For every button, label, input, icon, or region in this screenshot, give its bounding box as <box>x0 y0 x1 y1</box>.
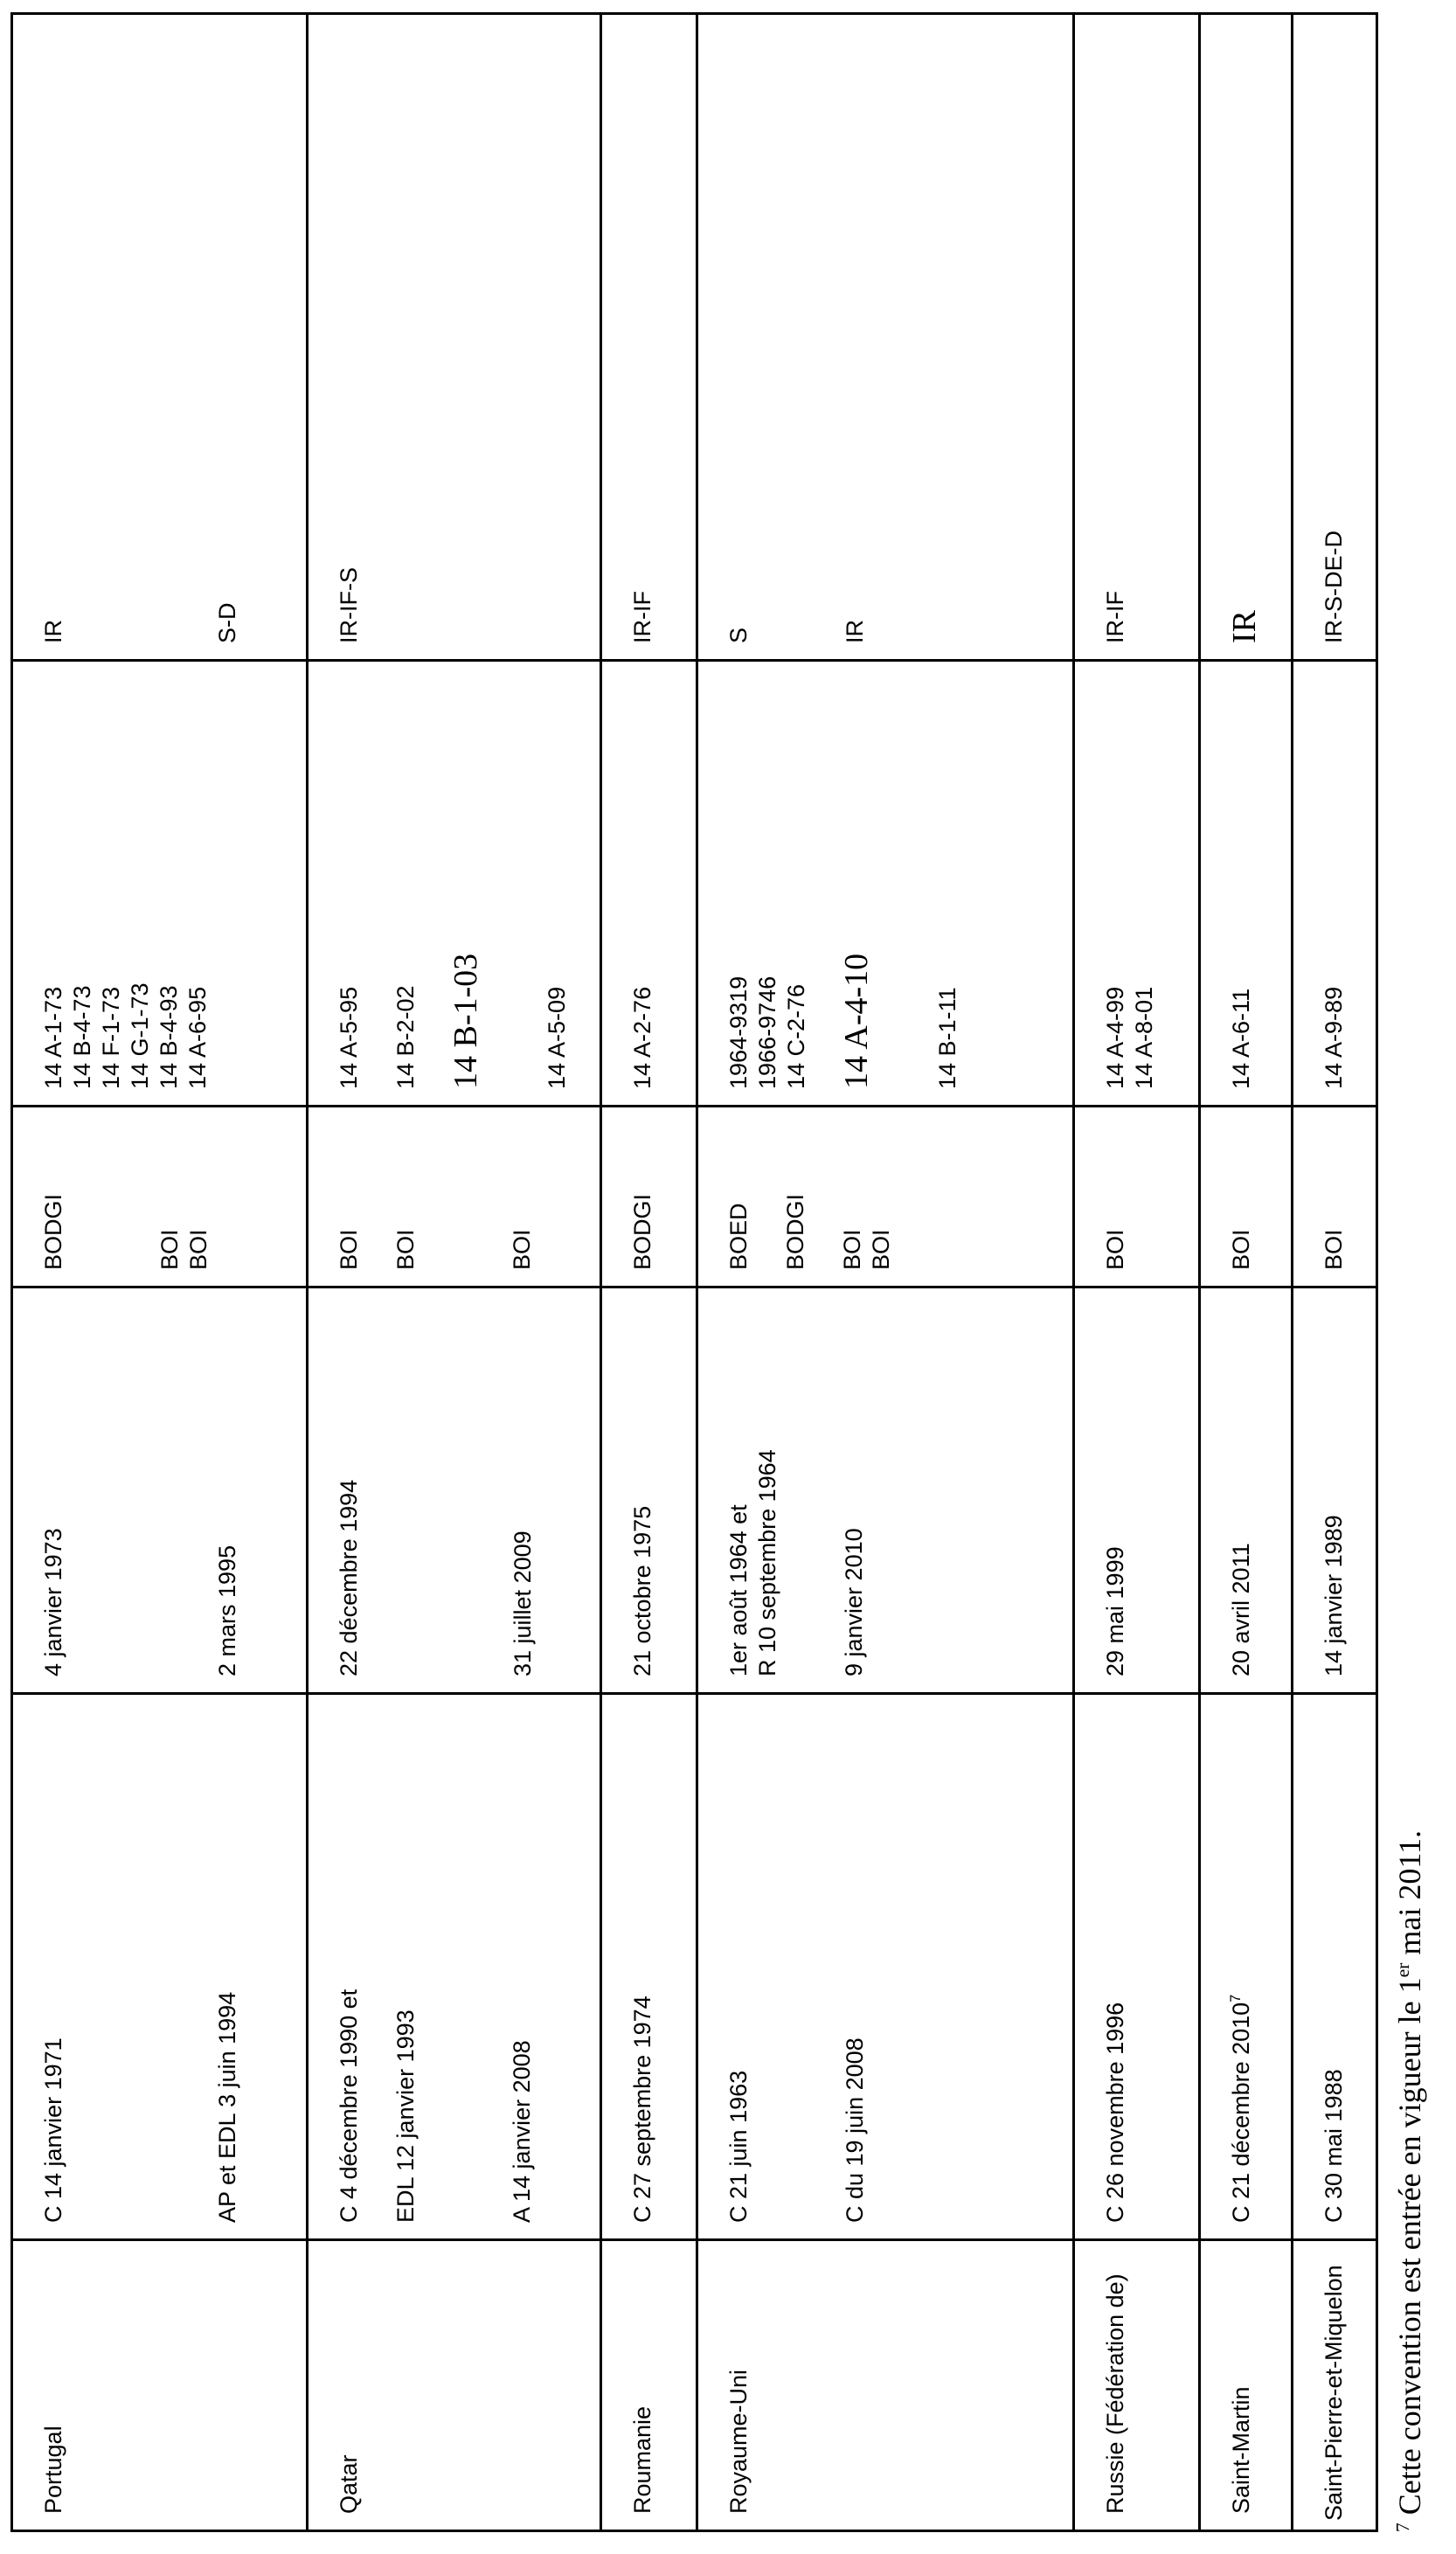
tax-cell: IR-IF-S <box>308 14 600 661</box>
footnote-text: Cette convention est entrée en vigueur le 1 <box>1392 1977 1427 2516</box>
country-cell: Portugal <box>12 2240 308 2531</box>
convention-text-cell: C 27 septembre 1974 <box>600 1694 697 2240</box>
date-cell: 22 décembre 1994 31 juillet 2009 <box>308 1287 600 1694</box>
convention-text-cell: C 26 novembre 1996 <box>1074 1694 1200 2240</box>
convention-text-cell: C 21 décembre 2010$^7$ <box>1199 1694 1292 2240</box>
footnote <box>1391 1830 1428 2532</box>
date-cell: 14 janvier 1989 <box>1292 1287 1376 1694</box>
tax-cell: IR-IF <box>600 14 697 661</box>
publication-cell: BOI <box>1074 1107 1200 1287</box>
publication-cell: BODGI <box>600 1107 697 1287</box>
publication-cell: BOI <box>1292 1107 1376 1287</box>
conventions-table <box>10 12 1378 2532</box>
date-cell: 21 octobre 1975 <box>600 1287 697 1694</box>
footnote-text-end: mai 2011. <box>1392 1829 1427 1963</box>
reference-cell: 14 A-1-73 14 B-4-73 14 F-1-73 14 G-1-73 14 B-4-93 14 A-6-95 <box>12 661 308 1107</box>
table-row <box>12 14 308 2531</box>
table-row <box>600 14 697 2531</box>
table-row <box>1292 14 1376 2531</box>
publication-cell: BOI <box>1199 1107 1292 1287</box>
country-cell: Russie (Fédération de) <box>1074 2240 1200 2531</box>
tax-cell: IR-IF <box>1074 14 1200 661</box>
footnote-superscript: er <box>1392 1962 1413 1978</box>
reference-cell: 14 A-9-89 <box>1292 661 1376 1107</box>
reference-cell: 14 A-2-76 <box>600 661 697 1107</box>
publication-cell: BODGI BOI BOI <box>12 1107 308 1287</box>
reference-cell: 1964-9319 1966-9746 14 C-2-76 14 A-4-10 14 B-1-11 <box>697 661 1074 1107</box>
table-row <box>1199 14 1292 2531</box>
tax-cell: IR S-D <box>12 14 308 661</box>
country-cell: Roumanie <box>600 2240 697 2531</box>
convention-text-cell: C 30 mai 1988 <box>1292 1694 1376 2240</box>
publication-cell: BOED BODGI BOI BOI <box>697 1107 1074 1287</box>
country-cell: Qatar <box>308 2240 600 2531</box>
tax-cell: IR <box>1199 14 1292 661</box>
tax-cell: S IR <box>697 14 1074 661</box>
table-row <box>697 14 1074 2531</box>
date-cell: 1er août 1964 et R 10 septembre 1964 9 janvier 2010 <box>697 1287 1074 1694</box>
footnote-ref: 7 <box>1227 1994 1244 2002</box>
convention-text-cell: C 14 janvier 1971 AP et EDL 3 juin 1994 <box>12 1694 308 2240</box>
date-cell: 20 avril 2011 <box>1199 1287 1292 1694</box>
country-cell: Royaume-Uni <box>697 2240 1074 2531</box>
table-row <box>308 14 600 2531</box>
convention-text-cell: C 21 juin 1963 C du 19 juin 2008 <box>697 1694 1074 2240</box>
country-cell: Saint-Martin <box>1199 2240 1292 2531</box>
tax-cell: IR-S-DE-D <box>1292 14 1376 661</box>
country-cell: Saint-Pierre-et-Miquelon <box>1292 2240 1376 2531</box>
reference-cell: 14 A-4-99 14 A-8-01 <box>1074 661 1200 1107</box>
reference-cell: 14 A-5-95 14 B-2-02 14 B-1-03 14 A-5-09 <box>308 661 600 1107</box>
table-row <box>1074 14 1200 2531</box>
reference-cell: 14 A-6-11 <box>1199 661 1292 1107</box>
publication-cell: BOI BOI BOI <box>308 1107 600 1287</box>
footnote-marker: 7 <box>1392 2523 1413 2532</box>
convention-text-cell: C 4 décembre 1990 et EDL 12 janvier 1993 A 14 janvier 2008 <box>308 1694 600 2240</box>
date-cell: 29 mai 1999 <box>1074 1287 1200 1694</box>
date-cell: 4 janvier 1973 2 mars 1995 <box>12 1287 308 1694</box>
